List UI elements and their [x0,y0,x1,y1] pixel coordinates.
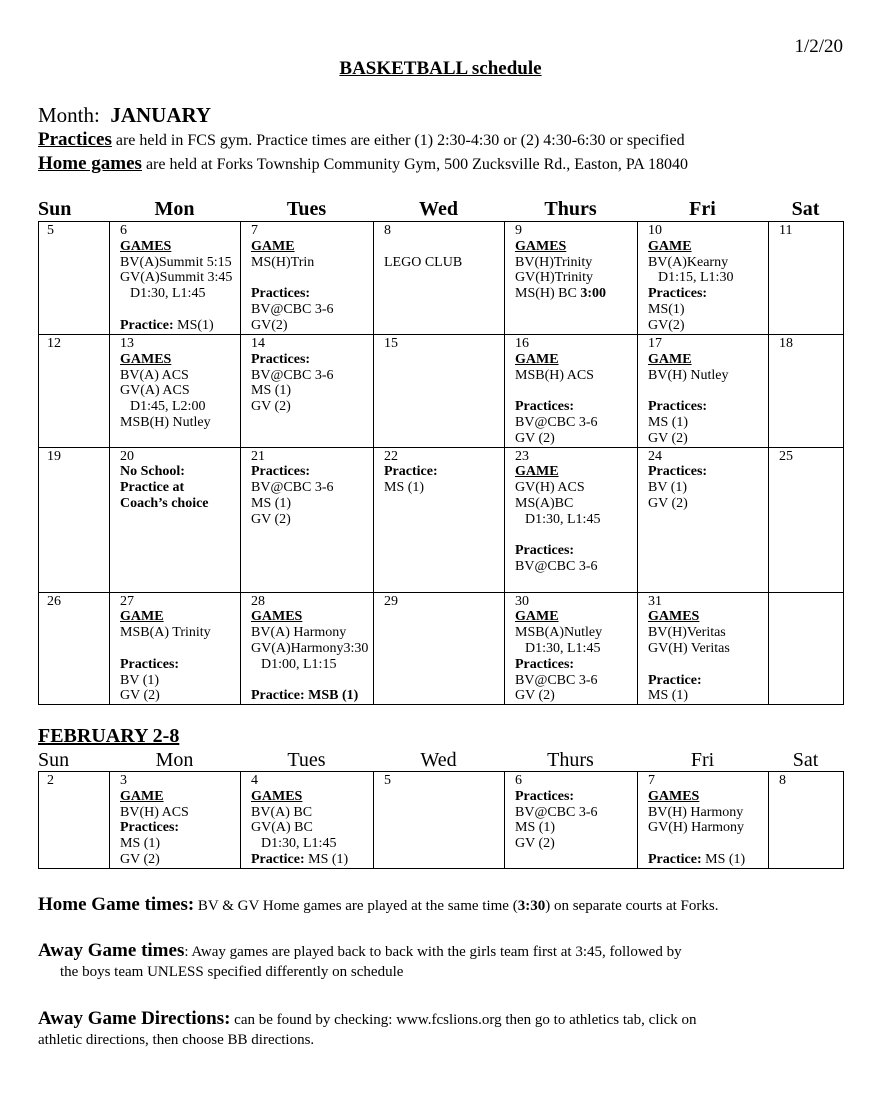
day-cell [505,592,638,705]
day-number: 4 [251,773,258,788]
schedule-entry: MS (1) [120,836,161,852]
day-cell [110,335,241,448]
day-number: 13 [120,336,134,351]
schedule-entry: GV(H) Harmony [648,820,745,836]
day-number: 12 [47,336,61,351]
january-calendar [38,221,844,705]
day-header-fri: Fri [690,749,715,771]
day-header-wed: Wed [420,749,457,771]
schedule-entry: MS (1) [251,383,292,399]
schedule-entry: MS (1) [515,820,556,836]
away-game-times-lead: Away Game times [38,940,185,961]
schedule-entry: BV@CBC 3-6 [515,804,598,820]
schedule-entry: GV(A) ACS [120,383,190,399]
day-cell [110,772,241,869]
practice-label: Practices: [120,656,180,672]
practice-label: Practices: [251,351,311,367]
day-cell [110,592,241,705]
day-header-thurs: Thurs [544,198,597,220]
day-header-tues: Tues [286,198,327,220]
home-games-info [38,153,688,175]
spacer [251,270,369,286]
game-times: D1:45, L2:00 [130,399,206,415]
home-game-times [38,894,719,916]
schedule-entry: MSB(H) Nutley [120,414,211,430]
home-game-times-lead: Home Game times: [38,894,195,915]
practice-label: Practices: [251,286,311,302]
day-header-thurs: Thurs [547,749,594,771]
schedule-entry: GV(2) [251,317,288,333]
day-cell [39,447,110,592]
day-cell [39,222,110,335]
schedule-entry: MSB(H) ACS [515,367,594,383]
practices-lead: Practices [38,129,112,150]
spacer [120,302,236,318]
day-number: 9 [515,223,522,238]
practice-label: Practice: MSB (1) [251,688,359,704]
schedule-entry: BV@CBC 3-6 [515,559,598,575]
practice-label: Practices: [648,286,708,302]
day-number: 16 [515,336,529,351]
schedule-entry: LEGO CLUB [384,254,463,270]
game-times: D1:30, L1:45 [261,836,337,852]
spacer [120,641,236,657]
schedule-entry: GV (2) [515,688,555,704]
schedule-entry: BV@CBC 3-6 [515,672,598,688]
away-game-directions [38,1008,697,1030]
schedule-entry: BV@CBC 3-6 [251,480,334,496]
schedule-entry: MSB(A) Trinity [120,625,211,641]
practice-label: Practices: [515,656,575,672]
day-cell [638,772,769,869]
day-cell [638,592,769,705]
practice-note: Practice: MS(1) [120,317,214,333]
practice-label: Practice at [120,480,185,496]
game-times: D1:30, L1:45 [525,511,601,527]
schedule-entry: BV(A) BC [251,804,313,820]
games-heading: GAMES [648,609,700,625]
practice-label: Coach’s choice [120,495,209,511]
game-times: D1:15, L1:30 [658,270,734,286]
day-number: 5 [384,773,391,788]
practice-label: Practices: [515,788,575,804]
day-cell [39,335,110,448]
games-heading: GAME [120,609,164,625]
day-number: 30 [515,593,529,609]
games-heading: GAMES [251,788,303,804]
schedule-entry: BV (1) [120,672,160,688]
away-game-directions-text: can be found by checking: www.fcslions.org then go to athletics tab, click on [230,1012,697,1028]
practice-note: Practice: MS (1) [648,851,746,867]
spacer [515,528,633,544]
games-heading: GAME [648,351,692,367]
schedule-entry: MS(H)Trin [251,254,315,270]
day-cell [505,447,638,592]
day-number: 29 [384,593,398,609]
schedule-entry: GV(H) Veritas [648,640,730,656]
day-number: 8 [779,773,786,788]
schedule-entry: GV(H)Trinity [515,270,594,286]
practices-text: are held in FCS gym. Practice times are either (1) 2:30-4:30 or (2) 4:30-6:30 or specified [111,132,685,149]
day-number: 15 [384,336,398,351]
day-number: 14 [251,336,265,351]
games-heading: GAMES [120,238,172,254]
day-number: 26 [47,593,61,609]
day-number: 28 [251,593,265,609]
schedule-entry: BV@CBC 3-6 [251,301,334,317]
schedule-entry: GV (2) [648,495,688,511]
month-heading [38,103,211,128]
home-game-time: 3:30 [517,898,546,914]
week-row [39,592,844,705]
home-game-times-post: ) on separate courts at Forks. [545,898,719,914]
spacer [251,673,369,689]
spacer [384,239,500,255]
schedule-entry: GV (2) [120,851,160,867]
week-row [39,772,844,869]
schedule-entry: BV(A) ACS [120,367,189,383]
day-cell [110,222,241,335]
schedule-entry: BV(A) Harmony [251,625,347,641]
day-header-mon: Mon [155,749,194,771]
day-cell [769,335,844,448]
day-number: 27 [120,593,134,609]
home-games-text: are held at Forks Township Community Gym, 500 Zucksville Rd., Easton, PA 18040 [141,156,688,173]
practice-label: Practices: [515,543,575,559]
practice-label: Practice: [384,464,438,480]
day-header-wed: Wed [419,198,458,220]
schedule-entry: MS(1) [648,301,685,317]
spacer [648,383,764,399]
day-header-mon: Mon [154,198,195,220]
schedule-entry: BV (1) [648,480,688,496]
day-header-sat: Sat [792,749,819,771]
day-cell [374,772,505,869]
day-number: 19 [47,448,61,464]
schedule-entry: BV(A)Kearny [648,254,729,270]
day-number: 6 [515,773,522,788]
away-game-directions-lead: Away Game Directions: [38,1008,231,1029]
day-number: 22 [384,448,398,464]
practice-label: Practice: [648,672,702,688]
schedule-entry: BV@CBC 3-6 [515,414,598,430]
day-cell [374,447,505,592]
home-games-lead: Home games [38,153,142,174]
day-cell [638,335,769,448]
day-number: 18 [779,336,793,351]
day-cell [505,222,638,335]
day-cell [241,222,374,335]
day-cell [505,335,638,448]
away-game-times-continued: the boys team UNLESS specified differently on schedule [60,964,404,980]
schedule-entry: BV(H)Trinity [515,254,593,270]
schedule-entry: BV(H) Nutley [648,367,729,383]
february-calendar [38,771,844,869]
day-header-sun: Sun [38,749,70,771]
games-heading: GAME [251,238,295,254]
day-cell [769,447,844,592]
schedule-entry: MSB(A)Nutley [515,625,603,641]
month-label: Month: [38,103,100,127]
day-cell [769,222,844,335]
day-cell [241,447,374,592]
schedule-entry: GV(2) [648,317,685,333]
schedule-entry: GV(A)Summit 3:45 [120,270,233,286]
schedule-entry: GV (2) [251,511,291,527]
schedule-entry: MS (1) [384,480,425,496]
day-number: 8 [384,223,391,238]
day-cell [110,447,241,592]
page-title: BASKETBALL schedule [339,58,542,79]
games-heading: GAME [120,788,164,804]
schedule-entry: GV(H) ACS [515,480,585,496]
day-number: 5 [47,223,54,238]
day-cell [505,772,638,869]
day-cell [241,592,374,705]
schedule-entry: MS(H) BC 3:00 [515,286,607,302]
games-heading: GAME [648,238,692,254]
day-header-fri: Fri [689,198,716,220]
day-number: 3 [120,773,127,788]
schedule-entry: GV (2) [251,399,291,415]
away-game-directions-continued: athletic directions, then choose BB directions. [38,1032,315,1048]
schedule-entry: BV(A)Summit 5:15 [120,254,232,270]
practice-label: Practices: [515,399,575,415]
games-heading: GAME [515,351,559,367]
spacer [515,383,633,399]
day-cell [39,592,110,705]
day-header-sun: Sun [38,198,72,220]
practice-label: Practices: [648,464,708,480]
day-cell [374,335,505,448]
day-cell [374,592,505,705]
month-name: JANUARY [110,103,212,127]
day-number: 6 [120,223,127,238]
day-cell [769,592,844,705]
schedule-entry: MS (1) [251,495,292,511]
schedule-entry: GV (2) [648,430,688,446]
day-number: 7 [251,223,258,238]
day-cell [241,335,374,448]
document-date: 1/2/20 [794,36,843,57]
week-row [39,447,844,592]
day-cell [638,447,769,592]
day-cell [769,772,844,869]
day-number: 10 [648,223,662,238]
week-row [39,335,844,448]
day-number: 17 [648,336,662,351]
practice-label: Practices: [120,820,180,836]
day-number: 31 [648,593,662,609]
schedule-entry: GV (2) [515,430,555,446]
spacer [648,657,764,673]
schedule-entry: GV (2) [515,836,555,852]
day-number: 20 [120,448,134,464]
home-game-times-pre: BV & GV Home games are played at the same time ( [194,898,518,914]
practice-label: Practices: [648,399,708,415]
practice-label: No School: [120,464,185,480]
away-game-times-text: : Away games are played back to back with the girls team first at 3:45, followed by [184,944,682,960]
day-header-tues: Tues [287,749,326,771]
practice-label: Practices: [251,464,311,480]
day-header-sat: Sat [791,198,820,220]
day-number: 11 [779,223,793,238]
day-number: 7 [648,773,655,788]
day-number: 25 [779,448,793,464]
day-cell [241,772,374,869]
schedule-entry: GV(A)Harmony3:30 [251,640,369,656]
game-times: D1:30, L1:45 [130,286,206,302]
day-cell [638,222,769,335]
day-number: 2 [47,773,54,788]
schedule-entry: MS(A)BC [515,495,574,511]
games-heading: GAMES [251,609,303,625]
schedule-entry: GV (2) [120,688,160,704]
day-number: 23 [515,448,529,464]
games-heading: GAME [515,464,559,480]
schedule-entry: MS (1) [648,688,689,704]
day-number: 21 [251,448,265,464]
games-heading: GAME [515,609,559,625]
practice-note: Practice: MS (1) [251,851,349,867]
games-heading: GAMES [648,788,700,804]
games-heading: GAMES [515,238,567,254]
schedule-entry: BV(H) Harmony [648,804,744,820]
schedule-entry: MS (1) [648,414,689,430]
day-number: 24 [648,448,662,464]
game-times: D1:30, L1:45 [525,640,601,656]
game-times: D1:00, L1:15 [261,656,337,672]
schedule-entry: GV(A) BC [251,820,313,836]
schedule-entry: BV(H) ACS [120,804,189,820]
practices-info [38,129,685,151]
away-game-times [38,940,682,962]
day-cell [39,772,110,869]
schedule-entry: BV@CBC 3-6 [251,367,334,383]
february-heading: FEBRUARY 2-8 [38,725,180,747]
schedule-entry: BV(H)Veritas [648,625,726,641]
spacer [648,836,764,852]
day-cell [374,222,505,335]
week-row [39,222,844,335]
games-heading: GAMES [120,351,172,367]
